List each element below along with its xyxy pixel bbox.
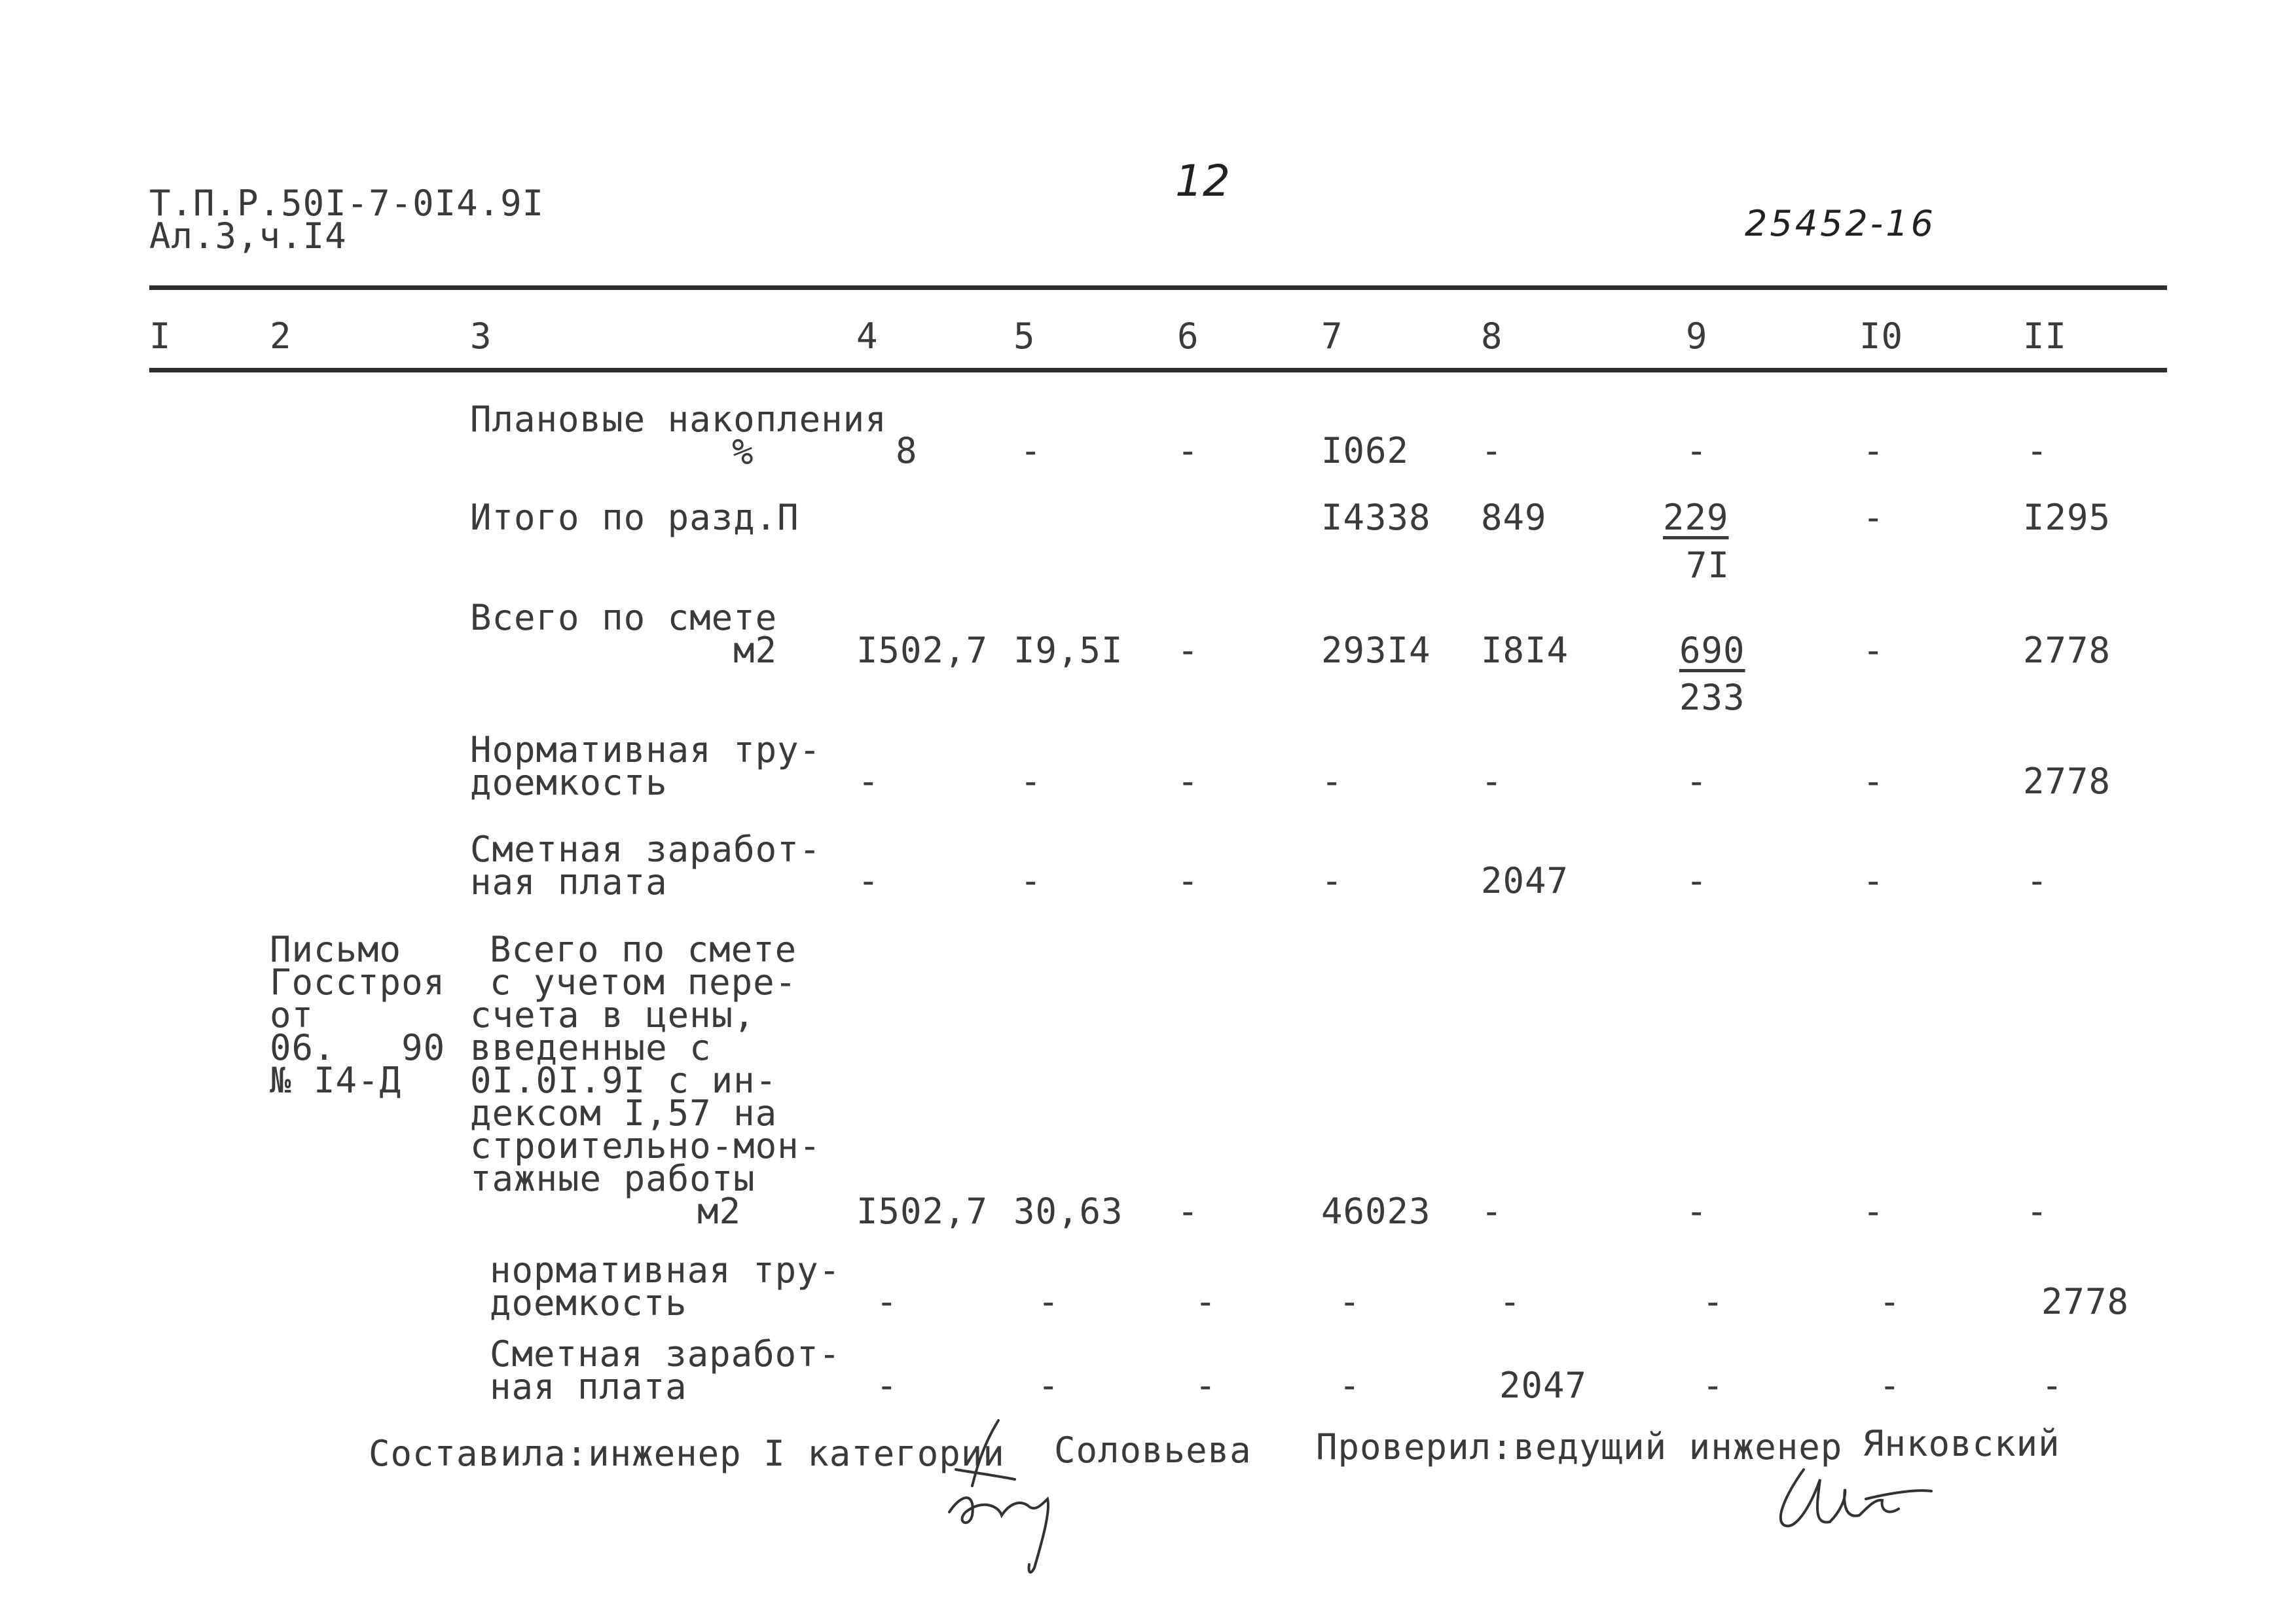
cell-c9-numerator: 229 <box>1663 497 1729 538</box>
cell-c7: - <box>1321 761 1343 802</box>
cell-c7: - <box>1339 1281 1361 1322</box>
cell-c5: 30,63 <box>1013 1191 1123 1232</box>
cell-c9: - <box>1686 1191 1708 1232</box>
row-label: 0I.0I.9I с ин- <box>470 1060 778 1101</box>
row-label: Сметная заработ- <box>470 829 822 870</box>
cell-c9: - <box>1686 430 1708 471</box>
cell-c10: - <box>1863 860 1885 901</box>
row-label: нормативная тру- <box>490 1250 841 1291</box>
cell-c9: - <box>1686 761 1708 802</box>
row-unit: м2 <box>733 630 778 671</box>
cell-c4: - <box>858 860 880 901</box>
cell-c6: - <box>1177 430 1199 471</box>
compiled-by-label: Составила:инженер I категории <box>369 1433 1005 1474</box>
cell-c6: - <box>1177 1191 1199 1232</box>
cell-c11: I295 <box>2023 497 2111 538</box>
cell-c5: - <box>1038 1281 1060 1322</box>
cell-c9: - <box>1702 1365 1724 1406</box>
cell-c10: - <box>1863 1191 1885 1232</box>
cell-c5: I9,5I <box>1013 630 1123 671</box>
cell-c11: 2778 <box>2023 630 2111 671</box>
cell-c10: - <box>1879 1281 1901 1322</box>
signature-image <box>1768 1460 1964 1545</box>
cell-c4: - <box>876 1365 898 1406</box>
basis-letter: Письмо <box>270 929 402 970</box>
cell-c4: 8 <box>896 430 918 471</box>
cell-c11: - <box>2041 1365 2064 1406</box>
row-label: доемкость <box>470 762 668 803</box>
cell-c7: I4338 <box>1321 497 1431 538</box>
row-label: ная плата <box>490 1366 687 1407</box>
column-header: 5 <box>1013 316 1036 357</box>
column-header: I0 <box>1859 316 1904 357</box>
cell-c4: I502,7 <box>856 630 989 671</box>
column-header: 2 <box>270 316 292 357</box>
cell-c7: - <box>1339 1365 1361 1406</box>
cell-c4: I502,7 <box>856 1191 989 1232</box>
cell-c10: - <box>1863 497 1885 538</box>
cell-c8: I8I4 <box>1481 630 1569 671</box>
album-reference: Ал.3,ч.I4 <box>149 215 347 257</box>
cell-c7: 46023 <box>1321 1191 1431 1232</box>
cell-c8: 849 <box>1481 497 1547 538</box>
cell-c9: - <box>1686 860 1708 901</box>
cell-c5: - <box>1020 860 1042 901</box>
cell-c5: - <box>1038 1365 1060 1406</box>
row-label: введенные с <box>470 1027 712 1068</box>
column-header: 9 <box>1686 316 1708 357</box>
page-number: 12 <box>1175 156 1230 206</box>
row-label: с учетом пере- <box>490 962 797 1003</box>
column-header: 4 <box>856 316 879 357</box>
basis-letter: 06. 90 <box>270 1027 446 1068</box>
cell-c11: 2778 <box>2023 761 2111 802</box>
compiled-by-name: Соловьева <box>1054 1430 1252 1471</box>
basis-letter: Госстроя <box>270 962 446 1003</box>
cell-c7: I062 <box>1321 430 1410 471</box>
cell-c9-denominator: 7I <box>1686 545 1730 586</box>
cell-c4: - <box>858 761 880 802</box>
row-label: Сметная заработ- <box>490 1333 841 1375</box>
row-label: дексом I,57 на <box>470 1092 778 1134</box>
cell-c7: 293I4 <box>1321 630 1431 671</box>
cell-c11: - <box>2026 1191 2049 1232</box>
row-label: доемкость <box>490 1282 687 1324</box>
cell-c11: 2778 <box>2041 1281 2130 1322</box>
cell-c7: - <box>1321 860 1343 901</box>
row-label: счета в цены, <box>470 994 756 1036</box>
cell-c5: - <box>1020 430 1042 471</box>
column-header: 6 <box>1177 316 1199 357</box>
signature-image <box>936 1407 1106 1578</box>
checked-by-label: Проверил:ведущий инженер <box>1316 1426 1843 1468</box>
cell-c8: 2047 <box>1481 860 1569 901</box>
cell-c9: - <box>1702 1281 1724 1322</box>
cell-c11: - <box>2026 860 2049 901</box>
row-label: ная плата <box>470 861 668 903</box>
row-label: Плановые накопления <box>470 399 887 440</box>
inventory-number: 25452-16 <box>1745 203 1936 244</box>
row-label: строительно-мон- <box>470 1125 822 1166</box>
column-header: II <box>2023 316 2068 357</box>
cell-c10: - <box>1863 761 1885 802</box>
cell-c6: - <box>1177 761 1199 802</box>
row-label: Нормативная тру- <box>470 729 822 770</box>
column-header: 8 <box>1481 316 1503 357</box>
cell-c5: - <box>1020 761 1042 802</box>
table-top-rule <box>149 285 2167 290</box>
cell-c8: - <box>1481 761 1503 802</box>
basis-letter: от <box>270 994 314 1036</box>
cell-c8: - <box>1499 1281 1522 1322</box>
column-header: I <box>149 316 172 357</box>
cell-c9-denominator: 233 <box>1679 677 1745 718</box>
cell-c6: - <box>1195 1281 1217 1322</box>
row-label: тажные работы <box>470 1158 756 1199</box>
cell-c4: - <box>876 1281 898 1322</box>
row-label: Всего по смете <box>470 597 778 638</box>
cell-c10: - <box>1879 1365 1901 1406</box>
checked-by-name: Янковский <box>1863 1423 2060 1464</box>
cell-c6: - <box>1177 860 1199 901</box>
basis-letter: № I4-Д <box>270 1060 402 1101</box>
row-unit: м2 <box>697 1191 742 1232</box>
cell-c6: - <box>1195 1365 1217 1406</box>
cell-c10: - <box>1863 430 1885 471</box>
cell-c8: - <box>1481 1191 1503 1232</box>
column-header: 7 <box>1321 316 1343 357</box>
cell-c9-numerator: 690 <box>1679 630 1745 671</box>
table-header-rule <box>149 368 2167 372</box>
cell-c10: - <box>1863 630 1885 671</box>
cell-c11: - <box>2026 430 2049 471</box>
row-label: Всего по смете <box>490 929 797 970</box>
doc-code: Т.П.Р.50I-7-0I4.9I <box>149 183 545 224</box>
row-unit: % <box>732 431 754 473</box>
cell-c6: - <box>1177 630 1199 671</box>
cell-c8: - <box>1481 430 1503 471</box>
row-label: Итого по разд.П <box>470 497 799 538</box>
column-header: 3 <box>470 316 492 357</box>
cell-c8: 2047 <box>1499 1365 1588 1406</box>
